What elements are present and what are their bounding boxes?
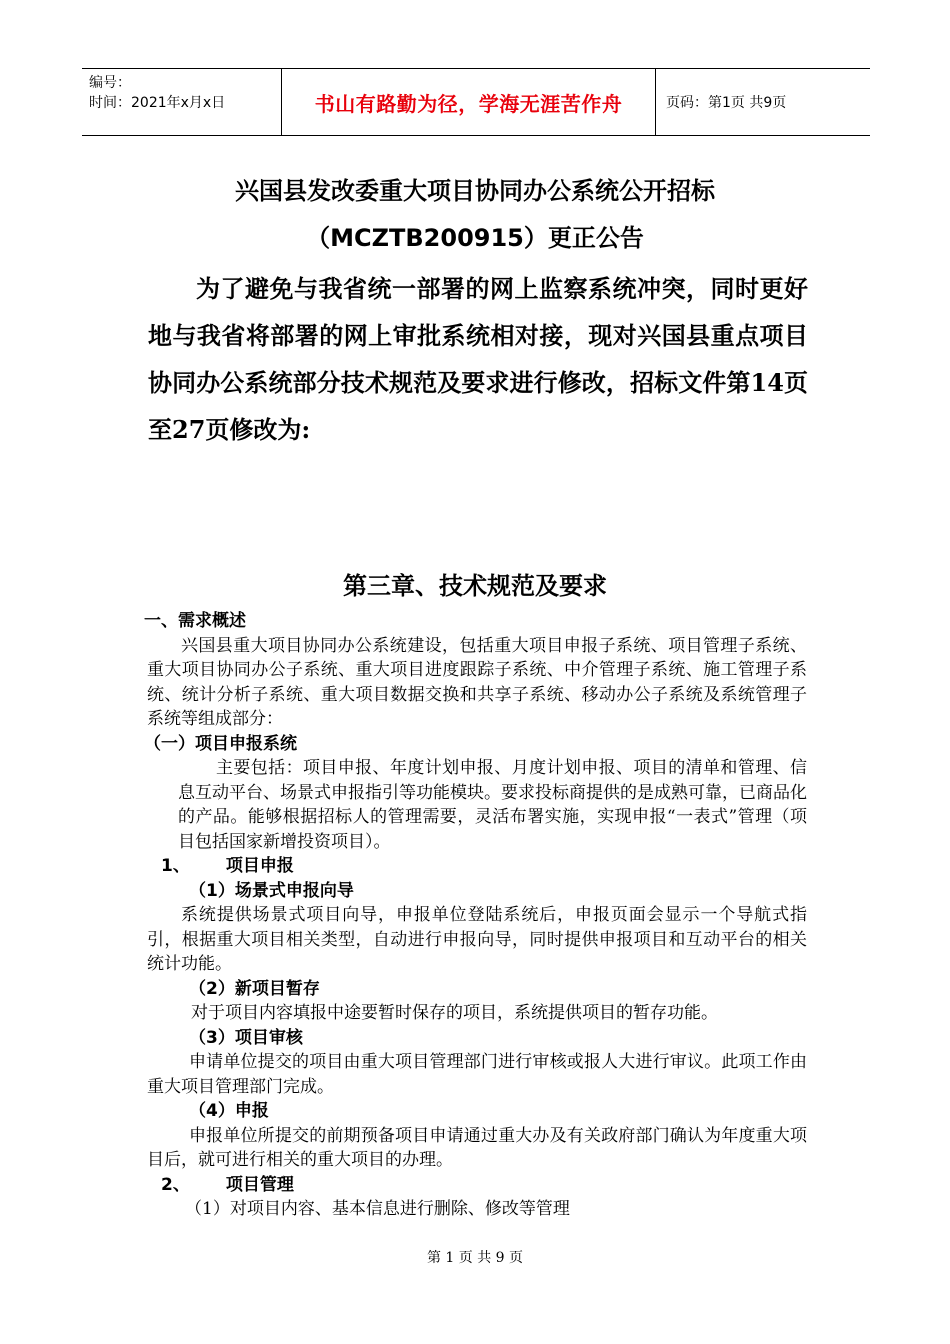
- number-label: 编号：: [89, 75, 131, 91]
- intro-paragraph: [148, 265, 808, 453]
- document-title-line1: 兴国县发改委重大项目协同办公系统公开招标: [235, 177, 715, 205]
- management-text-1: （1）对项目内容、基本信息进行删除、修改等管理: [185, 1199, 570, 1219]
- chapter-body: [144, 609, 807, 1222]
- document-title-line2: （MCZTB200915）更正公告: [306, 224, 644, 252]
- point-text-2: 对于项目内容填报中途要暂时保存的项目，系统提供项目的暂存功能。: [191, 1003, 718, 1023]
- point-text-4: 申报单位所提交的前期预备项目申请通过重大办及有关政府部门确认为年度重大项目后，就可进行相关的重大项目的办理。: [147, 1125, 807, 1170]
- item-title-2: 项目管理: [225, 1174, 294, 1195]
- point-text-3: 申请单位提交的项目由重大项目管理部门进行审核或报人大进行审议。此项工作由重大项目管理部门完成。: [147, 1052, 807, 1097]
- point-text-1: 系统提供场景式项目向导，申报单位登陆系统后，申报页面会显示一个导航式指引，根据重大项目相关类型，自动进行申报向导，同时提供申报项目和互动平台的相关统计功能。: [147, 905, 807, 974]
- item-number-1: 1、: [161, 856, 190, 876]
- point-heading-3: （3）项目审核: [189, 1027, 303, 1048]
- item-heading-2: [161, 1173, 807, 1198]
- chapter-title: 第三章、技术规范及要求: [343, 572, 607, 600]
- document-header: [82, 68, 870, 136]
- point-heading-4: （4）申报: [189, 1101, 269, 1121]
- page-footer: 第 1 页 共 9 页: [426, 1250, 524, 1266]
- item-title-1: 项目申报: [225, 856, 294, 876]
- point-heading-2: （2）新项目暂存: [189, 978, 320, 999]
- header-page-code: 页码：第1页 共9页: [666, 95, 787, 111]
- header-motto: 书山有路勤为径，学海无涯苦作舟: [282, 69, 656, 135]
- subsection-text-declaration: 主要包括：项目申报、年度计划申报、月度计划申报、项目的清单和管理、信息互动平台、场景式申报指引等功能模块。要求投标商提供的是成熟可靠，已商品化的产品。能够根据招标人的管理需要，灵活布署实施，实现申报“一表式”管理（项目包括国家新增投资项目）。: [178, 758, 807, 852]
- item-heading-1: [161, 854, 807, 879]
- section-text-overview: 兴国县重大项目协同办公系统建设，包括重大项目申报子系统、项目管理子系统、重大项目协同办公子系统、重大项目进度跟踪子系统、中介管理子系统、施工管理子系统、统计分析子系统、重大项目数据交换和共享子系统、移动办公子系统及系统管理子系统等组成部分：: [147, 635, 807, 729]
- item-number-2: 2、: [161, 1174, 190, 1195]
- header-meta-cell: [82, 69, 282, 135]
- subsection-heading-declaration: （一）项目申报系统: [144, 733, 297, 754]
- section-heading-overview: 一、需求概述: [144, 611, 246, 631]
- point-heading-1: （1）场景式申报向导: [189, 880, 354, 901]
- time-label: 时间：2021年x月x日: [89, 95, 226, 111]
- intro-text: 为了避免与我省统一部署的网上监察系统冲突，同时更好地与我省将部署的网上审批系统相对接，现对兴国县重点项目协同办公系统部分技术规范及要求进行修改，招标文件第14页至27页修改为:: [148, 274, 808, 444]
